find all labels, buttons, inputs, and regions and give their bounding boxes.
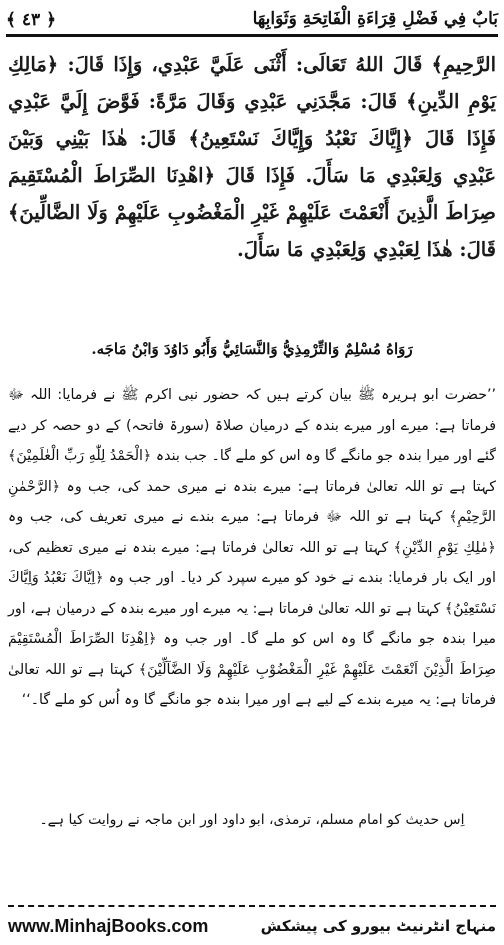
page-number: ﴿ ٤٣ ﴾	[6, 9, 57, 30]
publisher-credit: منہاج انٹرنیٹ بیورو کی پیشکش	[260, 917, 496, 935]
page-header	[6, 4, 498, 37]
website-link[interactable]: www.MinhajBooks.com	[8, 915, 209, 936]
urdu-translation: ’’حضرت ابو ہریرہ ﷺ بیان کرتے ہیں کہ حضور نبی اکرم ﷺ نے فرمایا: اللہ ﷻ فرماتا ہے: میرے اور میرے بندہ کے درمیان صلاۃ (سورۃ فاتحہ) کے دو حصہ کر دیے گئے اور میرا بندہ جو مانگے گا وہ اس کو ملے گا۔ جب بندہ ﴿الْحَمْدُ لِلّٰهِ رَبِّ الْعٰلَمِيْنَ﴾ کہتا ہے تو اللہ تعالیٰ فرماتا ہے: میرے بندہ نے میری حمد کی، جب وہ ﴿الرَّحْمٰنِ الرَّحِيْمِ﴾ کہتا ہے تو اللہ ﷻ فرماتا ہے: میرے بندے نے میری تعریف کی، جب وہ ﴿مٰلِكِ يَوْمِ الدِّيْنِ﴾ کہتا ہے تو اللہ تعالیٰ فرماتا ہے: میرے بندہ نے میری تعظیم کی، اور ایک بار فرمایا: بندے نے خود کو میرے سپرد کر دیا۔ اور جب وہ ﴿اِيَّاكَ نَعْبُدُ وَاِيَّاكَ نَسْتَعِيْنُ﴾ کہتا ہے تو اللہ تعالیٰ فرماتا ہے: یہ میرے اور میرے بندہ کے درمیان ہے، اور میرا بندہ جو مانگے گا وہ اس کو ملے گا۔ اور جب وہ ﴿اِهْدِنَا الصِّرَاطَ الْمُسْتَقِيْمَ صِرَاطَ الَّذِيْنَ اَنْعَمْتَ عَلَيْهِمْ غَيْرِ الْمَغْضُوْبِ عَلَيْهِمْ وَلَا الضَّآلِّيْنَ﴾ کہتا ہے تو اللہ تعالیٰ فرماتا ہے: یہ میرے بندے کے لیے ہے اور میرا بندہ جو مانگے گا وہ اُس کو ملے گا۔‘‘	[8, 387, 496, 708]
page-footer	[8, 912, 496, 940]
narration-line: رَوَاهُ مُسْلِمٌ وَالتِّرْمِذِيُّ وَالنَّسَائِيُّ وَأَبُو دَاوُدَ وَابْنُ مَاجَه.	[91, 340, 413, 358]
arabic-hadith-text: الرَّحِيمِ﴾ قَالَ اللهُ تَعَالَى: أَثْنَى عَلَيَّ عَبْدِي، وَإِذَا قَالَ: ﴿مَالِكِ يَوْمِ الدِّينِ﴾ قَالَ: مَجَّدَنِي عَبْدِي وَقَالَ مَرَّةً: فَوَّضَ إِلَيَّ عَبْدِي فَإِذَا قَالَ ﴿إِيَّاكَ نَعْبُدُ وَإِيَّاكَ نَسْتَعِينُ﴾ قَالَ: هٰذَا بَيْنِي وَبَيْنَ عَبْدِي وَلِعَبْدِي مَا سَأَلَ. فَإِذَا قَالَ ﴿اهْدِنَا الصِّرَاطَ الْمُسْتَقِيمَ صِرَاطَ الَّذِينَ أَنْعَمْتَ عَلَيْهِمْ غَيْرِ الْمَغْضُوبِ عَلَيْهِمْ وَلَا الضَّالِّينَ﴾ قَالَ: هٰذَا لِعَبْدِي وَلِعَبْدِي مَا سَأَلَ.	[8, 53, 496, 261]
footer-divider	[8, 905, 496, 910]
source-note: اِس حدیث کو امام مسلم، ترمذی، ابو داود اور ابن ماجہ نے روایت کیا ہے۔	[39, 812, 465, 828]
running-title: بَابٌ فِي فَضْلِ قِرَاءَةِ الْفَاتِحَةِ وَثَوَابِهَا	[252, 9, 498, 29]
